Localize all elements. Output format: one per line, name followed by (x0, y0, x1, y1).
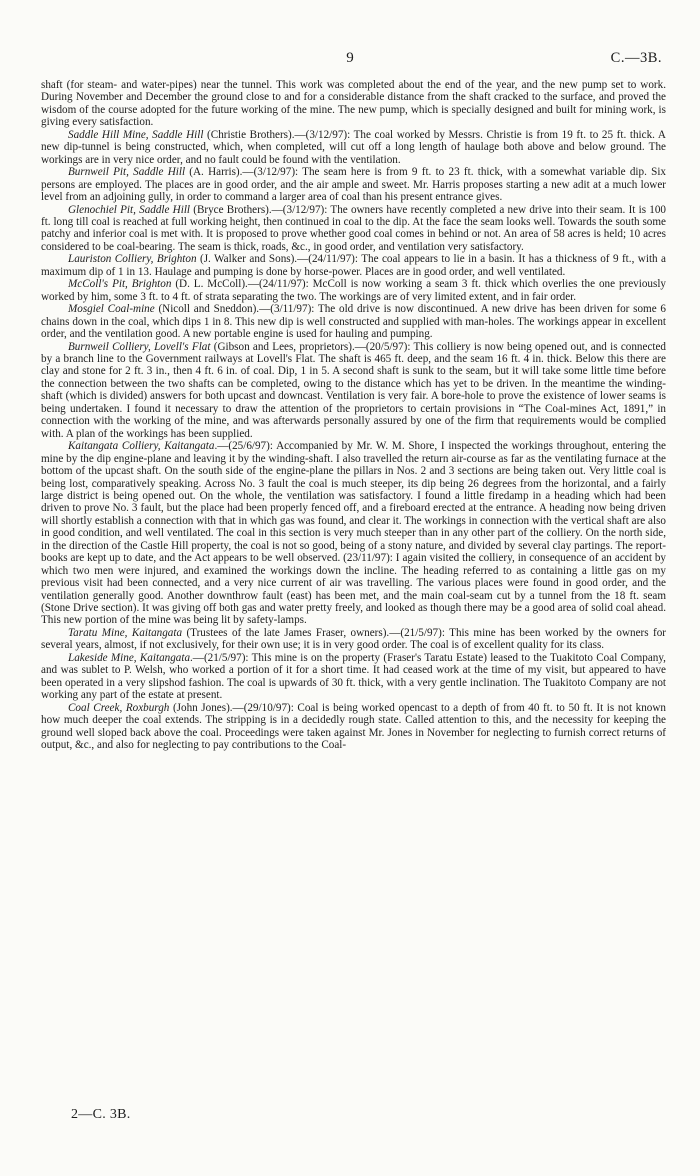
mine-heading: Taratu Mine, Kaitangata (68, 626, 183, 639)
paragraph-text: (Bryce Brothers).—(3/12/97): The owners have recently completed a new drive into their seam. It is 100 ft. long till coal is reached at full working height, then continued in coal to the dip. At the face the seam looks well. Towards the south some patchy and inferior coal is met with. It is proposed to prove whether good coal comes in behind or not. An area of 58 acres is held; 10 acres considered to be coal-bearing. The seam is thick, roads, &c., in good order, and ventilation very satisfactory. (41, 203, 666, 253)
document-code: C.—3B. (610, 50, 662, 66)
paragraph-text: (Trustees of the late James Fraser, owners).—(21/5/97): This mine has been worked by the owners for several years, almost, if not exclusively, for their own use; it is in very good order. The coal is of excellent quality for its class. (41, 626, 666, 652)
paragraph-text: (Nicoll and Sneddon).—(3/11/97): The old drive is now discontinued. A new drive has been driven for some 6 chains down in the coal, which dips 1 in 8. This new dip is well constructed and supplied with man-holes. The workings appear in excellent order, and the ventilation good. A new portable engine is used for hauling and pumping. (41, 303, 666, 341)
paragraph-lauriston-colliery (41, 253, 666, 278)
paragraph-mosgiel-coal-mine (41, 303, 666, 340)
paragraph-text: .—(21/5/97): This mine is on the property (Fraser's Taratu Estate) leased to the Tuakitoto Coal Company, and was sublet to P. Welsh, who worked a portion of it for a short time. It had ceased work at the time of my visit, but appeared to have been operated in a very slipshod fashion. The coal is upwards of 30 ft. thick, with a very gentle inclination. The Tuakitoto Company are not working any part of the estate at present. (41, 651, 666, 702)
mine-heading: Lakeside Mine, Kaitangata (68, 651, 191, 664)
paragraph-lakeside-mine (41, 652, 666, 702)
paragraph-glenochiel-pit (41, 204, 666, 254)
mine-heading: Mosgiel Coal-mine (68, 303, 155, 316)
paragraph-text: (J. Walker and Sons).—(24/11/97): The coal appears to lie in a basin. It has a thickness of 9 ft., with a maximum dip of 1 in 13. Haulage and pumping is done by horse-power. Places are in good order, and well ventilated. (41, 253, 666, 278)
mine-heading: Kaitangata Colliery, Kaitangata (68, 440, 215, 453)
report-body (41, 79, 666, 751)
paragraph-kaitangata-colliery (41, 440, 666, 627)
paragraph-text: (A. Harris).—(3/12/97): The seam here is from 9 ft. to 23 ft. thick, with a somewhat variable dip. Six persons are employed. The places are in good order, and the air ample and sweet. Mr. Harris proposes starting a new adit at a much lower level from an adjoining gully, in order to command a larger area of coal than his present entrance gives. (41, 166, 666, 204)
signature-mark: 2—C. 3B. (71, 1107, 131, 1122)
paragraph-text: (John Jones).—(29/10/97): Coal is being worked opencast to a depth of from 40 ft. to 50 ft. It is not known how much deeper the coal extends. The stripping is in a decidedly rough state. Called attention to this, and the necessity for keeping the ground well sloped back above the coal. Proceedings were taken against Mr. Jones in November for neglecting to furnish correct returns of output, &c., and also for neglecting to pay contributions to the Coal- (41, 701, 666, 752)
paragraph-text: (D. L. McColl).—(24/11/97): McColl is now working a seam 3 ft. thick which overlies the one previously worked by him, some 3 ft. to 4 ft. of strata separating the two. The workings are of very limited extent, and in fair order. (41, 278, 666, 303)
paragraph-taratu-mine (41, 627, 666, 652)
mine-heading: Burnweil Pit, Saddle Hill (68, 166, 186, 179)
mine-heading: Lauriston Colliery, Brighton (68, 253, 197, 266)
mine-heading: Glenochiel Pit, Saddle Hill (68, 203, 191, 216)
paragraph-saddle-hill-mine (41, 129, 666, 166)
paragraph-text: shaft (for steam- and water-pipes) near the tunnel. This work was completed about the end of the year, and the new pump set to work. During November and December the ground close to and for a considerable distance from the shaft cracked to the surface, and proved the wisdom of the course adopted for the future working of the mine. The new pump, which is specially designed and built for mining work, is giving every satisfaction. (41, 79, 666, 129)
mine-heading: Burnweil Colliery, Lovell's Flat (68, 340, 211, 353)
paragraph-text: (Christie Brothers).—(3/12/97): The coal worked by Messrs. Christie is from 19 ft. to 25 ft. thick. A new dip-tunnel is being constructed, which, when completed, will cut off a long length of haulage both above and below ground. The workings are in very nice order, and no fault could be found with the ventilation. (41, 128, 666, 166)
paragraph-text: .—(25/6/97): Accompanied by Mr. W. M. Shore, I inspected the workings throughout, entering the mine by the dip engine-plane and leaving it by the winding-shaft. I also travelled the return air-course as far as the ventilating furnace at the bottom of the upcast shaft. On the south side of the engine-plane the pillars in Nos. 2 and 3 sections are being taken out. Very little coal is being lost, comparatively speaking. Across No. 3 fault the coal is much steeper, its dip being 26 degrees from the horizontal, and a fairly large district is being opened out. On the whole, the ventilation was satisfactory. I found a little firedamp in a heading which had been driven to prove No. 3 fault, but the place had been properly fenced off, and a fireboard erected at the entrance. A heading now being driven will shortly establish a connection with that in which gas was found, and clear it. The workings in connection with the vertical shaft are also in good condition, and well ventilated. The coal in this section is very much steeper than in any other part of the colliery. On the north side, in the direction of the Castle Hill property, the coal is not so good, being of a stony nature, and divided by several clay partings. The report-books are kept up to date, and the Act appears to be well observed. (23/11/97): I again visited the colliery, in consequence of an accident by which two men were injured, and examined the workings down the incline. The heading referred to as containing a little gas on my previous visit had been connected, and a very nice current of air was travelling. The various places were found in good order, and the ventilation generally good. Another downthrow fault (east) has been met, and the main coal-seam cut by a tunnel from the 18 ft. seam (Stone Drive section). It was giving off both gas and water pretty freely, and looked as though there may be a good area of solid coal ahead. This new portion of the mine was being lit by safety-lamps. (41, 440, 666, 627)
paragraph-coal-creek (41, 702, 666, 752)
paragraph-burnweil-pit (41, 166, 666, 203)
mine-heading: McColl's Pit, Brighton (68, 278, 172, 291)
page-number: 9 (346, 50, 354, 66)
paragraph-burnweil-colliery (41, 341, 666, 441)
paragraph-mccolls-pit (41, 278, 666, 303)
mine-heading: Coal Creek, Roxburgh (68, 701, 170, 714)
paragraph-text: (Gibson and Lees, proprietors).—(20/5/97): This colliery is now being opened out, and is connected by a branch line to the Government railways at Lovell's Flat. The shaft is 465 ft. deep, and the seam 16 ft. 4 in. thick. Below this there are clay and stone for 2 ft. 3 in., then 4 ft. 6 in. of coal. Dip, 1 in 5. A second shaft is sunk to the seam, but it will take some little time before the connection between the two shafts can be completed, owing to the distance which has yet to be driven. In the meantime the winding-shaft (which is divided) answers for both upcast and downcast. Ventilation is very fair. A bore-hole to prove the existence of lower seams is being undertaken. I found it necessary to draw the attention of the proprietors to certain provisions in “The Coal-mines Act, 1891,” in connection with the working of the mine, and was afterwards personally assured by one of the firm that requirements would be complied with. A plan of the workings has been supplied. (41, 340, 667, 440)
mine-heading: Saddle Hill Mine, Saddle Hill (68, 128, 204, 141)
paragraph-continuation (41, 79, 666, 129)
